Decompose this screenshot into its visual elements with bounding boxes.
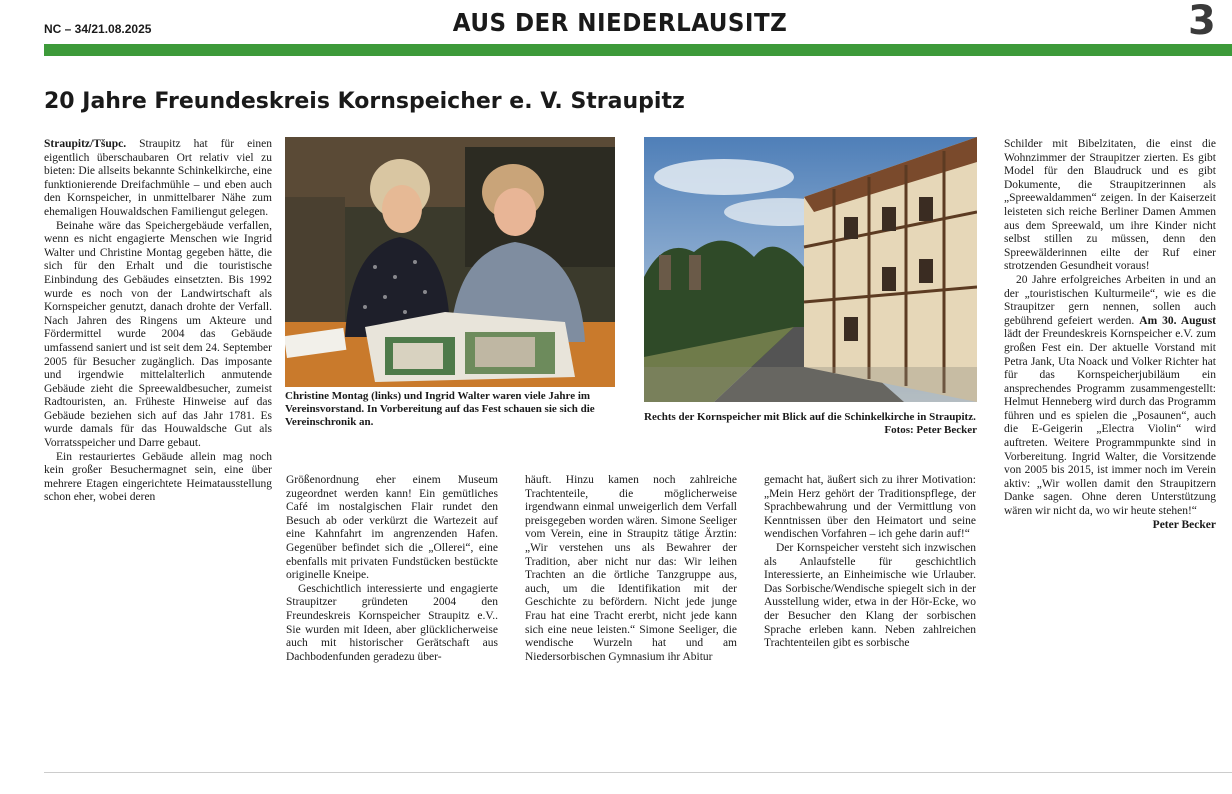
paragraph: Geschichtlich interessierte und engagierte Straupitzer gründeten 2004 den Freundeskreis Kornspeicher Straupitz e.V.. Sie wurden mit Ideen, aber glücklicherweise auch mit historischer Gerätschaft aus Dachbodenfunden geradezu über- bbox=[286, 582, 498, 663]
photo-credit: Fotos: Peter Becker bbox=[884, 424, 977, 436]
photo-caption-1: Christine Montag (links) und Ingrid Walter waren viele Jahre im Vereinsvorstand. In Vorbereitung auf das Fest schauen sie sich die Vereinschronik an. bbox=[285, 390, 595, 428]
paragraph bbox=[1004, 274, 1216, 519]
caption-text: Rechts der Kornspeicher mit Blick auf die Schinkelkirche in Straupitz. bbox=[644, 411, 976, 423]
article-headline: 20 Jahre Freundeskreis Kornspeicher e. V. Straupitz bbox=[44, 89, 685, 114]
bottom-rule bbox=[44, 772, 1232, 773]
paragraph: gemacht hat, äußert sich zu ihrer Motivation: „Mein Herz gehört der Traditionspflege, der Sprachbewahrung und der Vermittlung von Kenntnissen über den Heimatort und seine wendischen Vorfahren – ich gehe darin auf!“ bbox=[764, 474, 976, 541]
article-column-5 bbox=[1004, 138, 1216, 532]
issue-date: NC – 34/21.08.2025 bbox=[44, 22, 152, 36]
event-date: Am 30. August bbox=[1139, 314, 1216, 327]
photo-kornspeicher-street bbox=[644, 137, 977, 402]
photo-women-chronicle bbox=[285, 137, 615, 387]
page-number: 3 bbox=[1188, 0, 1216, 44]
paragraph: häuft. Hinzu kamen noch zahlreiche Trachtenteile, die möglicherweise irgendwann einmal unweigerlich dem Verfall preisgegeben worden wären. Simone Seeliger vom Verein, eine in Straupitz tätige Ärztin: „Wir verstehen uns als Bewahrer der Tradition, aber nicht nur das: Wir leihen Trachten an die örtliche Tanzgruppe aus, auch, um die Identifikation mit der Geschichte zu befördern. Nicht jede junge Frau hat eine Tracht ererbt, nicht jede kann sich eine neue leisten.“ Simone Seeliger, die wendische Wurzeln hat und am Niedersorbischen Gymnasium ihr Abitur bbox=[525, 474, 737, 663]
author-signoff: Peter Becker bbox=[1152, 518, 1216, 531]
photo-caption-2 bbox=[644, 411, 977, 437]
paragraph: Beinahe wäre das Speichergebäude verfallen, wenn es nicht engagierte Menschen wie Ingrid Walter und Christine Montag gegeben hätte, die sich für den Erhalt und die touristische Einbindung des Gebäudes einsetzten. Bis 1992 wurde es noch von der Landwirtschaft als Kornspeicher genutzt, danach drohte der Verfall. Nach Jahren des Ringens um Akteure und Fördermittel wurde 2004 das Gebäude umfassend saniert und ist seit dem 24. September 2005 für Besucher zugänglich. Das imposante und irgendwie mittelalterlich anmutende Gebäude zieht die Spreewaldbesucher, zumeist Radtouristen, an. Früheste Hinweise auf das Gebäude beziehen sich auf das Jahr 1781. Es wurde damals für das Houwaldsche Gut als Vorratsspeicher und Darre gebaut. bbox=[44, 219, 272, 450]
article-column-2 bbox=[286, 474, 498, 664]
paragraph: Schilder mit Bibelzitaten, die einst die Wohnzimmer der Straupitzer zierten. Es gibt Model für den Blaudruck und es gibt Dokumente, die Straupitzerinnen als „Spreewaldammen“ zeigen. In der Kaiserzeit leisteten sich reiche Berliner Damen Ammen aus dem Spreewald, um ihre Kinder nicht selbst stillen zu müssen, denn den Spreewälderinnen eilte der Ruf einer strotzenden Gesundheit voraus! bbox=[1004, 138, 1216, 273]
dateline: Straupitz/Tšupc. bbox=[44, 138, 127, 150]
paragraph-text: 20 Jahre erfolgreiches Arbeiten in und an der „touristischen Kulturmeile“, wie es die Straupitzer gern nennen, sollen auch gebührend gefeiert werden. bbox=[1004, 273, 1216, 327]
section-title: AUS DER NIEDERLAUSITZ bbox=[452, 8, 788, 37]
paragraph: Größenordnung eher einem Museum zugeordnet werden kann! Ein gemütliches Café im nostalgischen Flair rundet den Besuch ab oder verkürzt die Wartezeit auf eine Kahnfahrt im angrenzenden Hafen. Gegenüber befindet sich die „Ollerei“, eine ebenfalls mit privaten Fundstücken bestückte originelle Kneipe. bbox=[286, 474, 498, 582]
paragraph: Ein restauriertes Gebäude allein mag noch kein großer Besuchermagnet sein, eine über mehrere Etagen eingerichtete Heimatausstellung schon eher, wobei deren bbox=[44, 450, 272, 504]
paragraph: Der Kornspeicher versteht sich inzwischen als Anlaufstelle für geschichtlich Interessierte, an Einheimische wie Urlauber. Das Sorbische/Wendische spiegelt sich in der Ausstellung wider, etwa in der Hör-Ecke, wo der Besucher den Klang der sorbischen Sprache erleben kann. Neben zahlreichen Trachtenteilen gibt es sorbische bbox=[764, 541, 976, 650]
paragraph bbox=[44, 138, 272, 220]
article-column-1 bbox=[44, 138, 272, 505]
article-column-4 bbox=[764, 474, 976, 651]
paragraph-text: Straupitz hat für einen eigentlich überschaubaren Ort relativ viel zu bieten: Die allseits bekannte Schinkelkirche, eine funktionierende Dreifachmühle – und eben auch den Kornspeicher, in unmittelbarer Nähe zum ehemaligen Houwaldschen Familiengut gelegen. bbox=[44, 138, 272, 218]
paragraph-text: lädt der Freundeskreis Kornspeicher e.V. zum großen Fest ein. Der aktuelle Vorstand mit Petra Jank, Uta Noack und Volker Richter hat für das Kornspeicherjubiläum ein ansprechendes Programm zusammengestellt: Helmut Henneberg wird durch das Programm führen und es spielen die „Posaunen“, auch die E-Geigerin „Electra Violin“ wird auftreten. Weitere Programmpunkte sind in Vorbereitung. Ingrid Walter, die Vorsitzende von 2005 bis 2015, ist immer noch im Verein aktiv: „Wir wollen damit den Straupitzern Danke sagen. Ohne deren Unterstützung wären wir nicht da, wo wir heute stehen!“ bbox=[1004, 328, 1216, 518]
article-column-3 bbox=[525, 474, 737, 664]
header-rule bbox=[44, 44, 1232, 56]
